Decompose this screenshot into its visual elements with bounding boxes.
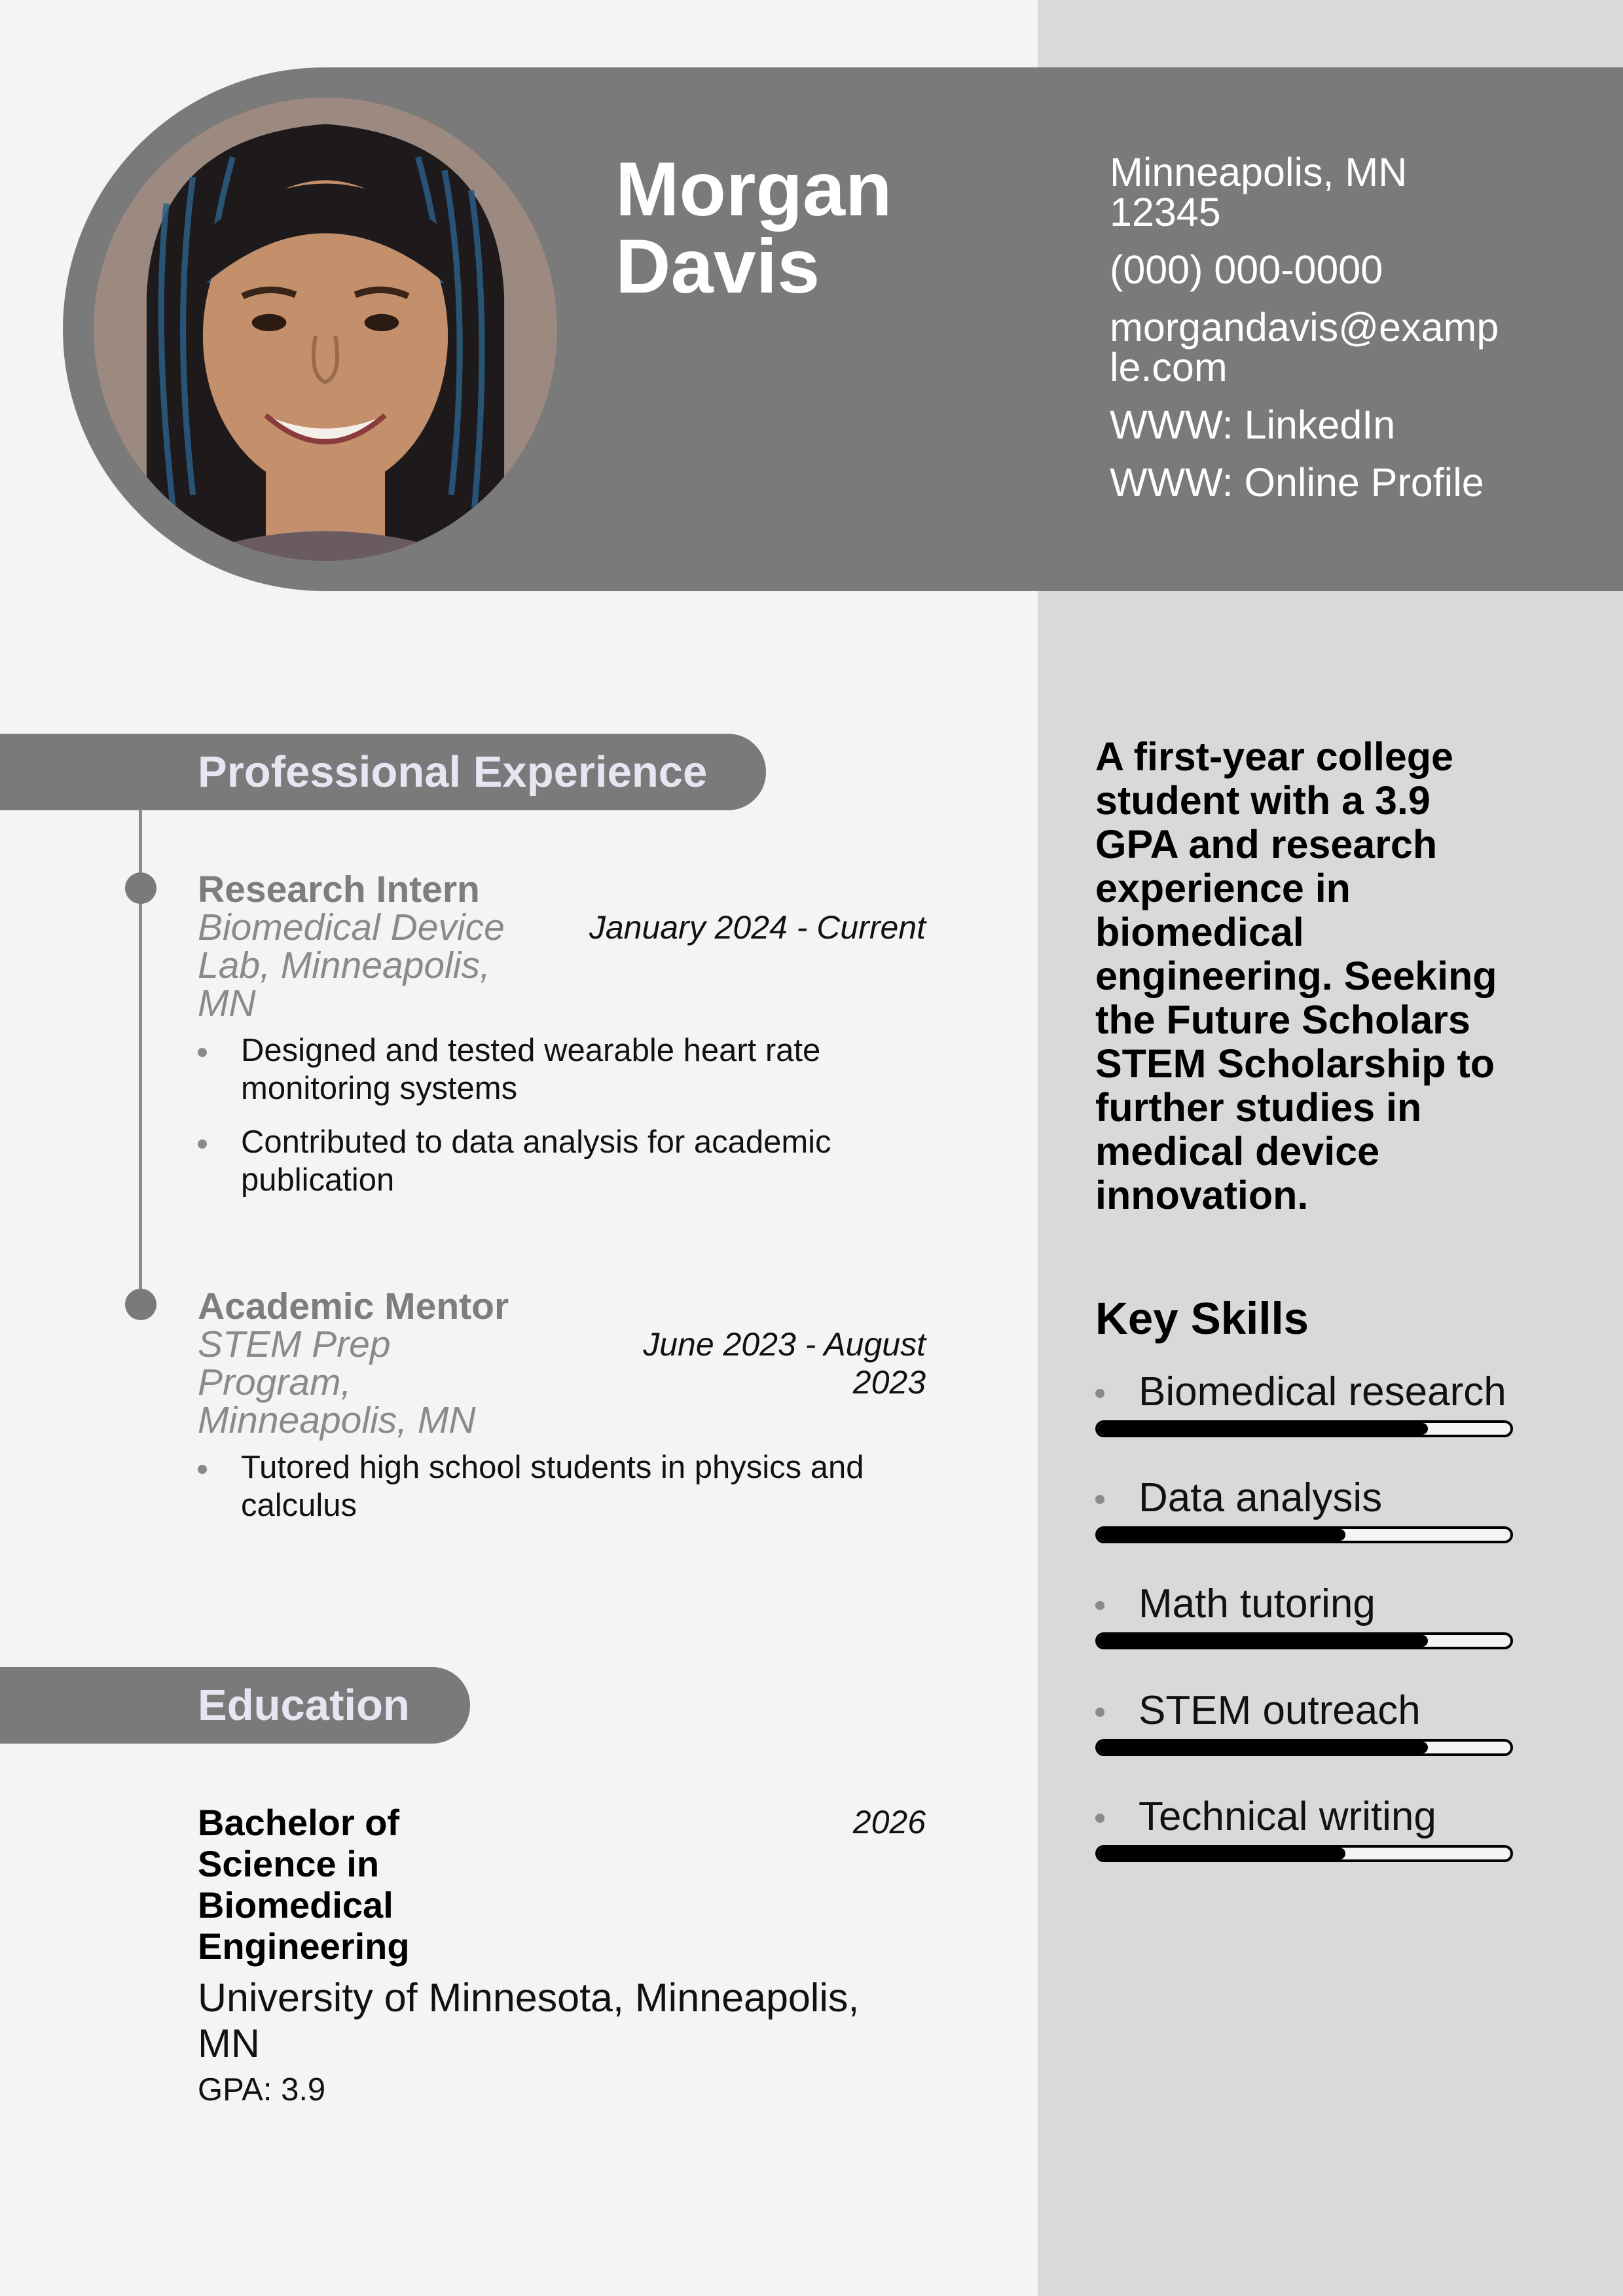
email-link[interactable] xyxy=(1110,305,1529,389)
skill-label: Biomedical research xyxy=(1095,1368,1513,1416)
skill-item xyxy=(1095,1474,1513,1543)
job-meta xyxy=(198,908,926,1022)
education-heading: Education xyxy=(198,1681,410,1730)
school: University of Minnesota, Minneapolis, MN xyxy=(198,1975,860,2066)
job-organization: Biomedical Device Lab, Minneapolis, MN xyxy=(198,906,505,1024)
list-item: Contributed to data analysis for academic publication xyxy=(198,1123,926,1199)
education-entry xyxy=(198,1802,926,2109)
job-entry xyxy=(198,870,926,1215)
address xyxy=(1110,152,1529,232)
skill-bar xyxy=(1095,1526,1513,1543)
timeline-dot xyxy=(125,872,156,904)
contact-info xyxy=(1110,152,1529,520)
list-item: Designed and tested wearable heart rate monitoring systems xyxy=(198,1031,926,1107)
skill-bar-fill xyxy=(1098,1742,1428,1753)
job-bullets xyxy=(198,1031,926,1199)
experience-heading: Professional Experience xyxy=(198,747,708,797)
job-entry xyxy=(198,1287,926,1540)
job-meta xyxy=(198,1325,926,1439)
job-dates: January 2024 - Current xyxy=(589,909,926,946)
address-line-1: Minneapolis, MN xyxy=(1110,150,1408,194)
skill-label: STEM outreach xyxy=(1095,1687,1513,1735)
job-organization: STEM Prep Program, Minneapolis, MN xyxy=(198,1323,476,1441)
list-item: Tutored high school students in physics and calculus xyxy=(198,1448,926,1524)
skill-label: Technical writing xyxy=(1095,1793,1513,1841)
gpa: GPA: 3.9 xyxy=(198,2072,326,2108)
graduation-year: 2026 xyxy=(852,1804,926,1840)
skill-bar xyxy=(1095,1632,1513,1649)
skill-bar-fill xyxy=(1098,1635,1428,1647)
degree: Bachelor of Science in Biomedical Engineering xyxy=(198,1802,410,1967)
first-name: Morgan xyxy=(615,146,892,232)
experience-section-header xyxy=(0,734,766,810)
skill-bar xyxy=(1095,1420,1513,1437)
skill-bar-fill xyxy=(1098,1529,1345,1541)
skill-item xyxy=(1095,1580,1513,1649)
skill-item xyxy=(1095,1368,1513,1437)
professional-summary: A first-year college student with a 3.9 GPA and research experience in biomedical engineering. Seeking the Future Scholars STEM Scholarship to further studies in medical device innovation. xyxy=(1095,734,1497,1217)
timeline-dot xyxy=(125,1289,156,1320)
job-title: Academic Mentor xyxy=(198,1285,509,1327)
phone: (000) 000-0000 xyxy=(1110,247,1383,292)
skill-bar-fill xyxy=(1098,1848,1345,1859)
online-profile-link[interactable]: WWW: Online Profile xyxy=(1110,460,1484,505)
profile-photo xyxy=(94,98,557,561)
skill-item xyxy=(1095,1793,1513,1862)
education-section-header xyxy=(0,1667,470,1744)
job-title: Research Intern xyxy=(198,869,480,910)
skill-label: Math tutoring xyxy=(1095,1580,1513,1628)
skill-item xyxy=(1095,1687,1513,1756)
job-dates: June 2023 - August 2023 xyxy=(643,1326,926,1401)
skill-label: Data analysis xyxy=(1095,1474,1513,1522)
candidate-name xyxy=(615,146,995,309)
skill-bar-fill xyxy=(1098,1423,1428,1435)
email-line-2[interactable]: le.com xyxy=(1110,345,1228,389)
job-bullets xyxy=(198,1448,926,1524)
linkedin-link[interactable]: WWW: LinkedIn xyxy=(1110,403,1396,447)
skill-bar xyxy=(1095,1739,1513,1756)
email-line-1[interactable]: morgandavis@examp xyxy=(1110,305,1499,350)
skill-bar xyxy=(1095,1845,1513,1862)
address-line-2: 12345 xyxy=(1110,190,1221,234)
portrait-illustration xyxy=(94,98,557,561)
skills-heading: Key Skills xyxy=(1095,1293,1309,1344)
last-name: Davis xyxy=(615,223,820,309)
